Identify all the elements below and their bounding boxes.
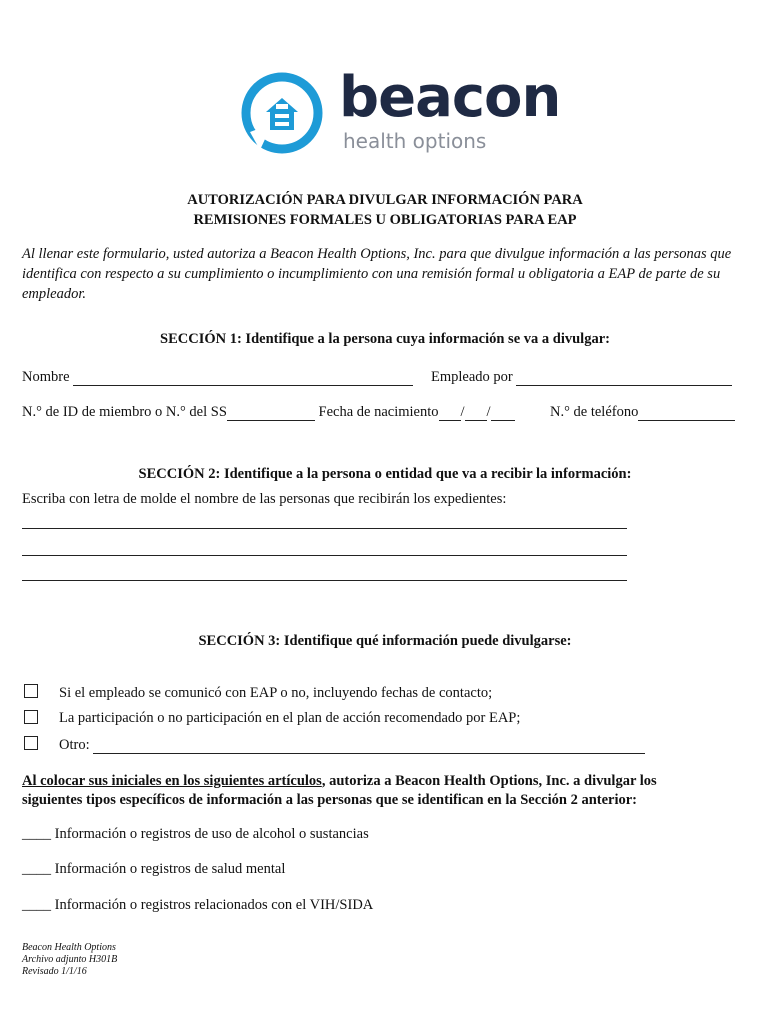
employer-field[interactable] bbox=[516, 371, 732, 386]
brand-tagline: health options bbox=[343, 129, 487, 153]
initial-blank[interactable]: ____ bbox=[22, 897, 51, 913]
initials-lead-rest: , autoriza a Beacon Health Options, Inc. a divulgar los bbox=[321, 773, 657, 789]
initial-item-hiv bbox=[22, 896, 373, 914]
initials-lead-underlined: Al colocar sus iniciales en los siguientes artículos bbox=[22, 773, 322, 789]
dob-sep: / bbox=[486, 404, 491, 420]
initials-lead bbox=[22, 772, 657, 790]
recipient-line-3[interactable] bbox=[22, 580, 627, 581]
section3-heading: SECCIÓN 3: Identifique qué información puede divulgarse: bbox=[198, 633, 572, 649]
other-field[interactable] bbox=[93, 739, 645, 754]
section1-heading: SECCIÓN 1: Identifique a la persona cuya información se va a divulgar: bbox=[160, 331, 610, 347]
phone-field[interactable] bbox=[638, 406, 735, 421]
footer bbox=[22, 942, 117, 978]
name-field[interactable] bbox=[73, 371, 413, 386]
name-label: Nombre bbox=[22, 369, 70, 385]
footer-org: Beacon Health Options bbox=[22, 942, 116, 953]
initial-blank[interactable]: ____ bbox=[22, 826, 51, 842]
id-row bbox=[22, 403, 515, 421]
employer-label: Empleado por bbox=[431, 369, 513, 385]
checkbox-participation[interactable] bbox=[24, 710, 38, 724]
employer-row bbox=[431, 368, 732, 386]
option-other-label: Otro: bbox=[59, 737, 90, 753]
initial-item-mental bbox=[22, 860, 285, 878]
member-id-field[interactable] bbox=[227, 406, 315, 421]
name-row bbox=[22, 368, 413, 386]
member-id-label: N.° de ID de miembro o N.° del SS bbox=[22, 404, 227, 420]
dob-label: Fecha de nacimiento bbox=[318, 404, 439, 420]
beacon-lighthouse-icon bbox=[240, 72, 340, 158]
recipient-line-1[interactable] bbox=[22, 528, 627, 529]
dob-sep: / bbox=[460, 404, 465, 420]
initial-item-label: Información o registros de salud mental bbox=[54, 861, 286, 877]
footer-attachment: Archivo adjunto H301B bbox=[22, 954, 118, 965]
dob-year-field[interactable] bbox=[491, 406, 515, 421]
phone-label: N.° de teléfono bbox=[550, 404, 639, 420]
phone-row bbox=[550, 403, 735, 421]
option-participation-label: La participación o no participación en el plan de acción recomendado por EAP; bbox=[59, 710, 521, 726]
initial-item-label: Información o registros relacionados con el VIH/SIDA bbox=[54, 897, 374, 913]
footer-revision: Revisado 1/1/16 bbox=[22, 966, 87, 977]
dob-month-field[interactable] bbox=[439, 406, 461, 421]
checkbox-contact[interactable] bbox=[24, 684, 38, 698]
initial-blank[interactable]: ____ bbox=[22, 861, 51, 877]
section2-heading: SECCIÓN 2: Identifique a la persona o entidad que va a recibir la información: bbox=[138, 466, 632, 482]
initial-item-label: Información o registros de uso de alcohol o sustancias bbox=[54, 826, 369, 842]
checkbox-other[interactable] bbox=[24, 736, 38, 750]
form-title-line2: REMISIONES FORMALES U OBLIGATORIAS PARA EAP bbox=[193, 212, 577, 228]
intro-paragraph: Al llenar este formulario, usted autoriza a Beacon Health Options, Inc. para que divulgue información a las personas que identifica con respecto a su cumplimiento o incumplimiento con una remisión formal u obligatoria a EAP de parte de su empleador. bbox=[22, 246, 732, 302]
brand-name: beacon bbox=[339, 65, 561, 130]
recipient-line-2[interactable] bbox=[22, 555, 627, 556]
section2-instruction: Escriba con letra de molde el nombre de las personas que recibirán los expedientes: bbox=[22, 491, 507, 507]
initial-item-alcohol bbox=[22, 825, 369, 843]
initials-line2: siguientes tipos específicos de información a las personas que se identifican en la Sección 2 anterior: bbox=[22, 792, 638, 808]
option-contact-label: Si el empleado se comunicó con EAP o no, incluyendo fechas de contacto; bbox=[59, 685, 493, 701]
dob-day-field[interactable] bbox=[465, 406, 487, 421]
form-title-line1: AUTORIZACIÓN PARA DIVULGAR INFORMACIÓN PARA bbox=[187, 192, 583, 208]
option-other-row bbox=[59, 736, 645, 754]
